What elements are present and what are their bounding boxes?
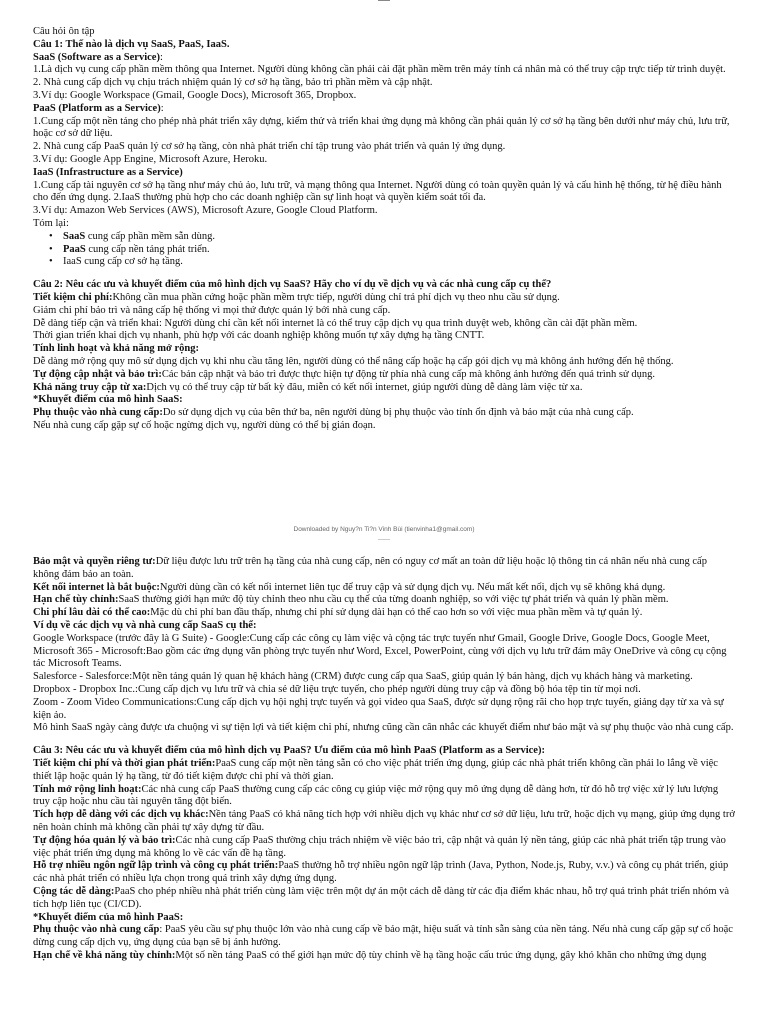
list-item: • PaaS cung cấp nền tảng phát triển.: [63, 244, 735, 257]
saas-heading: SaaS (Software as a Service): [33, 51, 160, 63]
page-1-content: Câu hỏi ôn tập Câu 1: Thế nào là dịch vụ SaaS, PaaS, IaaS. SaaS (Software as a Service): 1.Là dịch vụ cung cấp phần mềm thông qua Internet. Người dùng không cần phải cài đặt phần mềm trên máy tính cá nhân mà có thể truy cập trực tiếp từ trình duyệt. 2. Nhà cung cấp dịch vụ chịu trách nhiệm quản lý cơ sở hạ tầng, bảo trì phần mềm và cập nhật. 3.Ví dụ: Google Workspace (Gmail, Google Docs), Microsoft 365, Dropbox. PaaS (Platform as a Service): 1.Cung cấp một nền tảng cho phép nhà phát triển xây dựng, kiểm thử và triển khai ứng dụng mà không cần phải quản lý cơ sở hạ tầng bên dưới như máy chủ, lưu trữ, hoặc cơ sở dữ liệu. 2. Nhà cung cấp PaaS quản lý cơ sở hạ tầng, còn nhà phát triển chỉ tập trung vào phát triển và quản lý ứng dụng. 3.Ví dụ: Google App Engine, Microsoft Azure, Heroku. IaaS (Infrastructure as a Service) 1.Cung cấp tài nguyên cơ sở hạ tầng như máy chủ ảo, lưu trữ, và mạng thông qua Internet. Người dùng có toàn quyền quản lý và cấu hình hệ thống, từ hệ điều hành cho đến ứng dụng. 2.IaaS thường phù hợp cho các doanh nghiệp cần sự linh hoạt và quyền kiểm soát tối đa. 3.Ví dụ: Amazon Web Services (AWS), Microsoft Azure, Google Cloud Platform. Tóm lại: • SaaS cung cấp phần mềm sẵn dùng. • PaaS cung cấp nền tảng phát triển. • IaaS cung cấp cơ sở hạ tầng. Câu 2: Nêu các ưu và khuyết điểm của mô hình dịch vụ SaaS? Hãy cho ví dụ về dịch vụ và các nhà cung cấp cụ thể? Tiết kiệm chi phí:Không cần mua phần cứng hoặc phần mềm trực tiếp, người dùng chỉ trả phí dịch vụ theo nhu cầu sử dụng. Giảm chi phí bảo trì và nâng cấp hệ thống vì mọi thứ được quản lý bởi nhà cung cấp. Dễ dàng tiếp cận và triển khai: Người dùng chỉ cần kết nối internet là có thể truy cập dịch vụ qua trình duyệt web, không cần cài đặt phần mềm. Thời gian triển khai dịch vụ nhanh, phù hợp với các doanh nghiệp không muốn tự xây dựng hạ tầng CNTT. Tính linh hoạt và khả năng mở rộng: Dễ dàng mở rộng quy mô sử dụng dịch vụ khi nhu cầu tăng lên, người dùng có thể nâng cấp hoặc hạ cấp gói dịch vụ mà không ảnh hưởng đến hệ thống. Tự động cập nhật và bảo trì:Các bản cập nhật và bảo trì được thực hiện tự động từ phía nhà cung cấp mà không ảnh hưởng đến quá trình sử dụng. Khả năng truy cập từ xa:Dịch vụ có thể truy cập từ bất kỳ đâu, miễn có kết nối internet, giúp người dùng dễ dàng làm việc từ xa. *Khuyết điểm của mô hình SaaS: Phụ thuộc vào nhà cung cấp:Do sử dụng dịch vụ của bên thứ ba, nên người dùng bị phụ thuộc vào tính ổn định và bảo mật của nhà cung cấp. Nếu nhà cung cấp gặp sự cố hoặc ngừng dịch vụ, người dùng có thể bị gián đoạn.: [33, 26, 735, 433]
iaas-point-1: 1.Cung cấp tài nguyên cơ sở hạ tầng như máy chủ ảo, lưu trữ, và mạng thông qua Internet. Người dùng có toàn quyền quản lý và cấu hình hệ thống, từ hệ điều hành cho đến ứng dụng. 2.IaaS thường phù hợp cho các doanh nghiệp cần sự linh hoạt và quyền kiểm soát tối đa.: [33, 179, 722, 204]
paragraph: Dễ dàng mở rộng quy mô sử dụng dịch vụ khi nhu cầu tăng lên, người dùng có thể nâng cấp hoặc hạ cấp gói dịch vụ mà không ảnh hưởng đến hệ thống.: [33, 355, 674, 367]
subheading: *Khuyết điểm của mô hình PaaS:: [33, 911, 184, 923]
subheading: Tính linh hoạt và khả năng mở rộng:: [33, 343, 199, 355]
page-separator: [378, 539, 390, 540]
paas-point-1: 1.Cung cấp một nền tảng cho phép nhà phát triển xây dựng, kiểm thử và triển khai ứng dụng mà không cần phải quản lý cơ sở hạ tầng bên dưới như máy chủ, lưu trữ, hoặc cơ sở dữ liệu.: [33, 115, 730, 140]
paragraph: Thời gian triển khai dịch vụ nhanh, phù hợp với các doanh nghiệp không muốn tự xây dựng hạ tầng CNTT.: [33, 330, 485, 342]
paragraph: Zoom - Zoom Video Communications:Cung cấp dịch vụ hội nghị trực tuyến và gọi video qua SaaS, được sử dụng rộng rãi cho họp trực tuyến, giảng dạy từ xa và sự kiện ảo.: [33, 696, 724, 721]
summary-label: Tóm lại:: [33, 217, 69, 229]
question-2: Câu 2: Nêu các ưu và khuyết điểm của mô hình dịch vụ SaaS? Hãy cho ví dụ về dịch vụ và các nhà cung cấp cụ thể?: [33, 279, 552, 291]
subheading: Ví dụ về các dịch vụ và nhà cung cấp SaaS cụ thể:: [33, 619, 257, 631]
doc-title: Câu hỏi ôn tập: [33, 26, 95, 37]
paragraph: Dropbox - Dropbox Inc.:Cung cấp dịch vụ lưu trữ và chia sẻ dữ liệu trực tuyến, cho phép người dùng truy cập và đồng bộ hóa tệp tin từ mọi nơi.: [33, 683, 641, 695]
paragraph: Nếu nhà cung cấp gặp sự cố hoặc ngừng dịch vụ, người dùng có thể bị gián đoạn.: [33, 419, 376, 431]
paas-point-3: 3.Ví dụ: Google App Engine, Microsoft Azure, Heroku.: [33, 153, 268, 165]
paragraph: Giảm chi phí bảo trì và nâng cấp hệ thống vì mọi thứ được quản lý bởi nhà cung cấp.: [33, 304, 391, 316]
saas-point-3: 3.Ví dụ: Google Workspace (Gmail, Google Docs), Microsoft 365, Dropbox.: [33, 89, 357, 101]
question-3: Câu 3: Nêu các ưu và khuyết điểm của mô hình dịch vụ PaaS? Ưu điểm của mô hình PaaS (Platform as a Service):: [33, 745, 545, 757]
saas-point-1: 1.Là dịch vụ cung cấp phần mềm thông qua Internet. Người dùng không cần phải cài đặt phần mềm trên máy tính cá nhân mà có thể truy cập trực tiếp từ trình duyệt.: [33, 64, 726, 76]
page-2: [0, 548, 768, 1024]
paas-point-2: 2. Nhà cung cấp PaaS quản lý cơ sở hạ tầng, còn nhà phát triển chỉ tập trung vào phát triển và quản lý ứng dụng.: [33, 141, 506, 153]
paragraph: Google Workspace (trước đây là G Suite) - Google:Cung cấp các công cụ làm việc và cộng tác trực tuyến như Gmail, Google Drive, Google Docs, Google Meet,: [33, 632, 710, 644]
paas-heading: PaaS (Platform as a Service): [33, 102, 161, 114]
summary-list: [33, 231, 735, 269]
iaas-heading: IaaS (Infrastructure as a Service): [33, 166, 183, 178]
paragraph: Mô hình SaaS ngày càng được ưa chuộng vì sự tiện lợi và tiết kiệm chi phí, nhưng cũng cần cân nhắc các khuyết điểm như bảo mật và sự phụ thuộc vào nhà cung cấp.: [33, 722, 734, 734]
list-item: • IaaS cung cấp cơ sở hạ tầng.: [63, 256, 735, 269]
subheading: *Khuyết điểm của mô hình SaaS:: [33, 394, 183, 406]
paragraph: Microsoft 365 - Microsoft:Bao gồm các ứng dụng văn phòng trực tuyến như Word, Excel, PowerPoint, cùng với dịch vụ lưu trữ đám mây OneDrive và công cụ cộng tác Microsoft Teams.: [33, 645, 727, 670]
page-2-content: Bảo mật và quyền riêng tư:Dữ liệu được lưu trữ trên hạ tầng của nhà cung cấp, nên có nguy cơ mất an toàn dữ liệu hoặc lộ thông tin cá nhân nếu nhà cung cấp không đảm bảo an toàn. Kết nối internet là bắt buộc:Người dùng cần có kết nối internet liên tục để truy cập và sử dụng dịch vụ. Nếu mất kết nối, dịch vụ sẽ không khả dụng. Hạn chế tùy chỉnh:SaaS thường giới hạn mức độ tùy chỉnh theo nhu cầu cụ thể của từng doanh nghiệp, so với việc tự phát triển và quản lý phần mềm. Chi phí lâu dài có thể cao:Mặc dù chi phí ban đầu thấp, nhưng chi phí sử dụng dài hạn có thể cao hơn so với việc mua phần mềm và tự quản lý. Ví dụ về các dịch vụ và nhà cung cấp SaaS cụ thể: Google Workspace (trước đây là G Suite) - Google:Cung cấp các công cụ làm việc và cộng tác trực tuyến như Gmail, Google Drive, Google Docs, Google Meet, Microsoft 365 - Microsoft:Bao gồm các ứng dụng văn phòng trực tuyến như Word, Excel, PowerPoint, cùng với dịch vụ lưu trữ đám mây OneDrive và công cụ cộng tác Microsoft Teams. Salesforce - Salesforce:Một nền tảng quản lý quan hệ khách hàng (CRM) được cung cấp qua SaaS, giúp quản lý bán hàng, dịch vụ khách hàng và marketing. Dropbox - Dropbox Inc.:Cung cấp dịch vụ lưu trữ và chia sẻ dữ liệu trực tuyến, cho phép người dùng truy cập và đồng bộ hóa tệp tin từ mọi nơi. Zoom - Zoom Video Communications:Cung cấp dịch vụ hội nghị trực tuyến và gọi video qua SaaS, được sử dụng rộng rãi cho họp trực tuyến, giảng dạy từ xa và sự kiện ảo. Mô hình SaaS ngày càng được ưa chuộng vì sự tiện lợi và tiết kiệm chi phí, nhưng cũng cần cân nhắc các khuyết điểm như bảo mật và sự phụ thuộc vào nhà cung cấp. Câu 3: Nêu các ưu và khuyết điểm của mô hình dịch vụ PaaS? Ưu điểm của mô hình PaaS (Platform as a Service): Tiết kiệm chi phí và thời gian phát triển:PaaS cung cấp một nền tảng sẵn có cho việc phát triển ứng dụng, giúp các nhà phát triển không cần phải lo lắng về việc thiết lập hoặc quản lý hạ tầng, từ đó tiết kiệm được chi phí và thời gian. Tính mở rộng linh hoạt:Các nhà cung cấp PaaS thường cung cấp các công cụ giúp việc mở rộng quy mô ứng dụng dễ dàng hơn, từ đó hỗ trợ việc xử lý lưu lượng truy cập hoặc nhu cầu tài nguyên tăng đột biến. Tích hợp dễ dàng với các dịch vụ khác:Nền tảng PaaS có khả năng tích hợp với nhiều dịch vụ khác như cơ sở dữ liệu, lưu trữ, hoặc dịch vụ mạng, giúp ứng dụng trở nên hoàn chỉnh mà không cần phải tự xây dựng từ đầu. Tự động hóa quản lý và bảo trì:Các nhà cung cấp PaaS thường chịu trách nhiệm về việc bảo trì, cập nhật và quản lý nền tảng, giúp các nhà phát triển tập trung vào việc phát triển ứng dụng mà không lo về các vấn đề hạ tầng. Hỗ trợ nhiều ngôn ngữ lập trình và công cụ phát triển:PaaS thường hỗ trợ nhiều ngôn ngữ lập trình (Java, Python, Node.js, Ruby, v.v.) và công cụ phát triển, giúp các nhà phát triển có nhiều lựa chọn trong quá trình xây dựng ứng dụng. Cộng tác dễ dàng:PaaS cho phép nhiều nhà phát triển cùng làm việc trên một dự án một cách dễ dàng từ các địa điểm khác nhau, hỗ trợ quá trình phát triển nhóm và tích hợp liên tục (CI/CD). *Khuyết điểm của mô hình PaaS: Phụ thuộc vào nhà cung cấp: PaaS yêu cầu sự phụ thuộc lớn vào nhà cung cấp về bảo mật, hiệu suất và tính sẵn sàng của nền tảng. Nếu nhà cung cấp gặp sự cố hoặc dừng cung cấp dịch vụ, ứng dụng của bạn sẽ bị ảnh hưởng. Hạn chế về khả năng tùy chỉnh:Một số nền tảng PaaS có thể giới hạn mức độ tùy chỉnh về hạ tầng hoặc cấu trúc ứng dụng, gây khó khăn cho những ứng dụng: [33, 556, 735, 961]
iaas-point-3: 3.Ví dụ: Amazon Web Services (AWS), Microsoft Azure, Google Cloud Platform.: [33, 205, 378, 217]
saas-point-2: 2. Nhà cung cấp dịch vụ chịu trách nhiệm quản lý cơ sở hạ tầng, bảo trì phần mềm và cập nhật.: [33, 77, 433, 89]
question-1: Câu 1: Thế nào là dịch vụ SaaS, PaaS, IaaS.: [33, 38, 230, 50]
top-divider: [378, 0, 390, 1]
paragraph: Dễ dàng tiếp cận và triển khai: Người dùng chỉ cần kết nối internet là có thể truy cập dịch vụ qua trình duyệt web, không cần cài đặt phần mềm.: [33, 317, 638, 329]
download-footer: Downloaded by Nguy?n Ti?n Vinh Bùi (tienvinha1@gmail.com): [293, 526, 475, 533]
paragraph: Salesforce - Salesforce:Một nền tảng quản lý quan hệ khách hàng (CRM) được cung cấp qua SaaS, giúp quản lý bán hàng, dịch vụ khách hàng và marketing.: [33, 671, 693, 683]
list-item: • SaaS cung cấp phần mềm sẵn dùng.: [63, 231, 735, 244]
